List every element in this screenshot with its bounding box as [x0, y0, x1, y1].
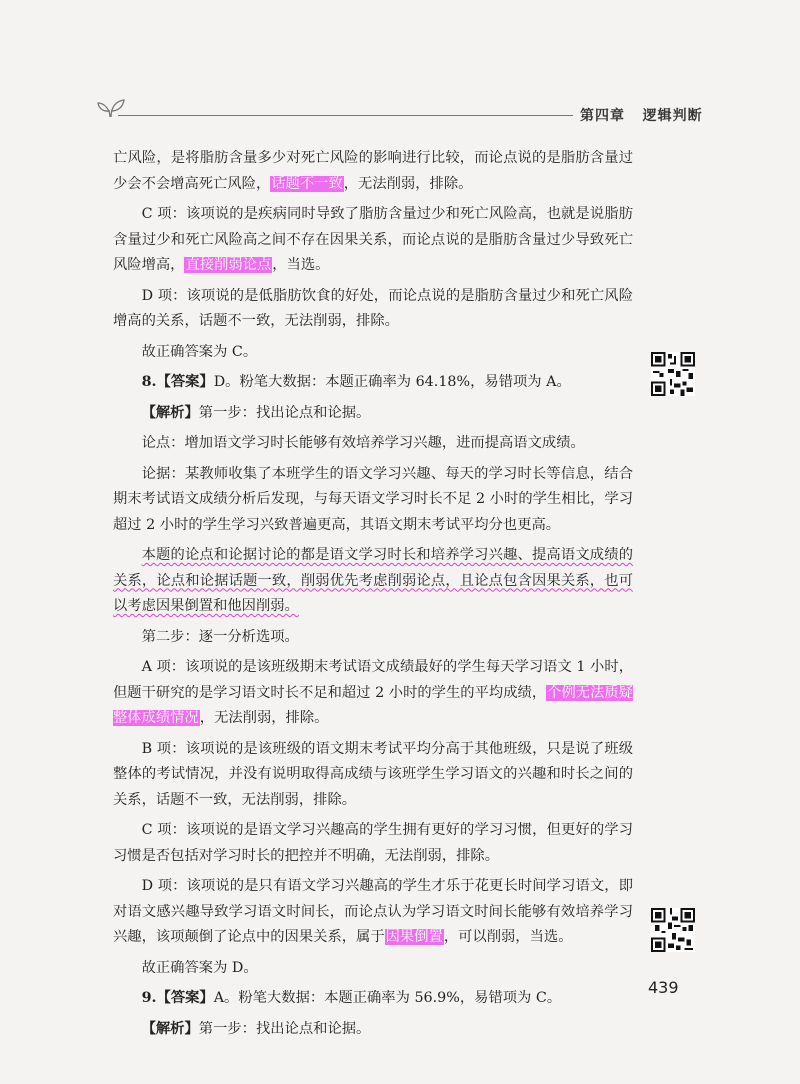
paragraph: 故正确答案为 C。 [141, 343, 258, 360]
page-content [113, 146, 633, 1047]
paragraph: 故正确答案为 D。 [141, 959, 258, 976]
highlight: 个例无法质疑整体成绩情况 [113, 684, 633, 726]
answer-label: 9.【答案】 [141, 990, 214, 1006]
paragraph: 论据：某教师收集了本班学生的语文学习兴趣、每天的学习时长等信息，结合期末考试语文成绩分析后发现，与每天语文学习时长不足 2 小时的学生相比，学习超过 2 小时的学生学习兴致普遍更高，其语文期末考试平均分也更高。 [113, 465, 633, 533]
highlight: 直接削弱论点 [185, 257, 272, 273]
chapter-number: 第四章 [580, 108, 625, 124]
analysis-label: 【解析】 [141, 404, 199, 421]
analysis-line: 【解析】第一步：找出论点和论据。 [141, 404, 371, 421]
analysis-line: 【解析】第一步：找出论点和论据。 [141, 1020, 371, 1037]
paragraph: C 项：该项说的是语文学习兴趣高的学生拥有更好的学习习惯，但更好的学习习惯是否包括对学习时长的把控并不明确，无法削弱，排除。 [113, 822, 633, 864]
paragraph: 亡风险，是将脂肪含量多少对死亡风险的影响进行比较，而论点说的是脂肪含量过少会不会增高死亡风险，话题不一致，无法削弱，排除。 [113, 150, 633, 192]
paragraph: 论点：增加语文学习时长能够有效培养学习兴趣，进而提高语文成绩。 [141, 435, 585, 451]
paragraph: 第二步：逐一分析选项。 [141, 628, 299, 645]
chapter-header [580, 105, 703, 125]
underlined-paragraph: 本题的论点和论据讨论的都是语文学习时长和培养学习兴趣、提高语文成绩的关系，论点和论据话题一致，削弱优先考虑削弱论点，且论点包含因果关系，也可以考虑因果倒置和他因削弱。 [113, 547, 633, 614]
qr-code-icon[interactable] [651, 352, 695, 396]
answer-line: 8.【答案】D。粉笔大数据：本题正确率为 64.18%，易错项为 A。 [141, 374, 571, 390]
highlight: 因果倒置 [385, 929, 443, 945]
paragraph: B 项：该项说的是该班级的语文期末考试平均分高于其他班级，只是说了班级整体的考试情况，并没有说明取得高成绩与该班学生学习语文的兴趣和时长之间的关系，话题不一致，无法削弱，排除。 [113, 740, 633, 808]
header-rule [118, 115, 573, 116]
highlight: 话题不一致 [271, 175, 343, 192]
paragraph: D 项：该项说的是只有语文学习兴趣高的学生才乐于花更长时间学习语文，即对语文感兴趣导致学习语文时间长，而论点认为学习语文时间长能够有效培养学习兴趣，该项颠倒了论点中的因果关系，属于因果倒置，可以削弱，当选。 [113, 878, 633, 945]
analysis-label: 【解析】 [141, 1020, 199, 1037]
answer-line: 9.【答案】A。粉笔大数据：本题正确率为 56.9%，易错项为 C。 [141, 990, 562, 1006]
paragraph: D 项：该项说的是低脂肪饮食的好处，而论点说的是脂肪含量过少和死亡风险增高的关系，话题不一致，无法削弱，排除。 [113, 287, 633, 329]
paragraph: C 项：该项说的是疾病同时导致了脂肪含量过少和死亡风险高，也就是说脂肪含量过少和死亡风险高之间不存在因果关系，而论点说的是脂肪含量过少导致死亡风险增高，直接削弱论点，当选。 [113, 206, 633, 273]
page-number: 439 [648, 978, 679, 997]
paragraph: A 项：该项说的是该班级期末考试语文成绩最好的学生每天学习语文 1 小时，但题干研究的是学习语文时长不足和超过 2 小时的学生的平均成绩，个例无法质疑整体成绩情况，无法削弱，排除。 [113, 659, 633, 726]
answer-label: 8.【答案】 [141, 374, 214, 390]
chapter-title: 逻辑判断 [642, 108, 703, 124]
qr-code-icon[interactable] [651, 908, 695, 952]
